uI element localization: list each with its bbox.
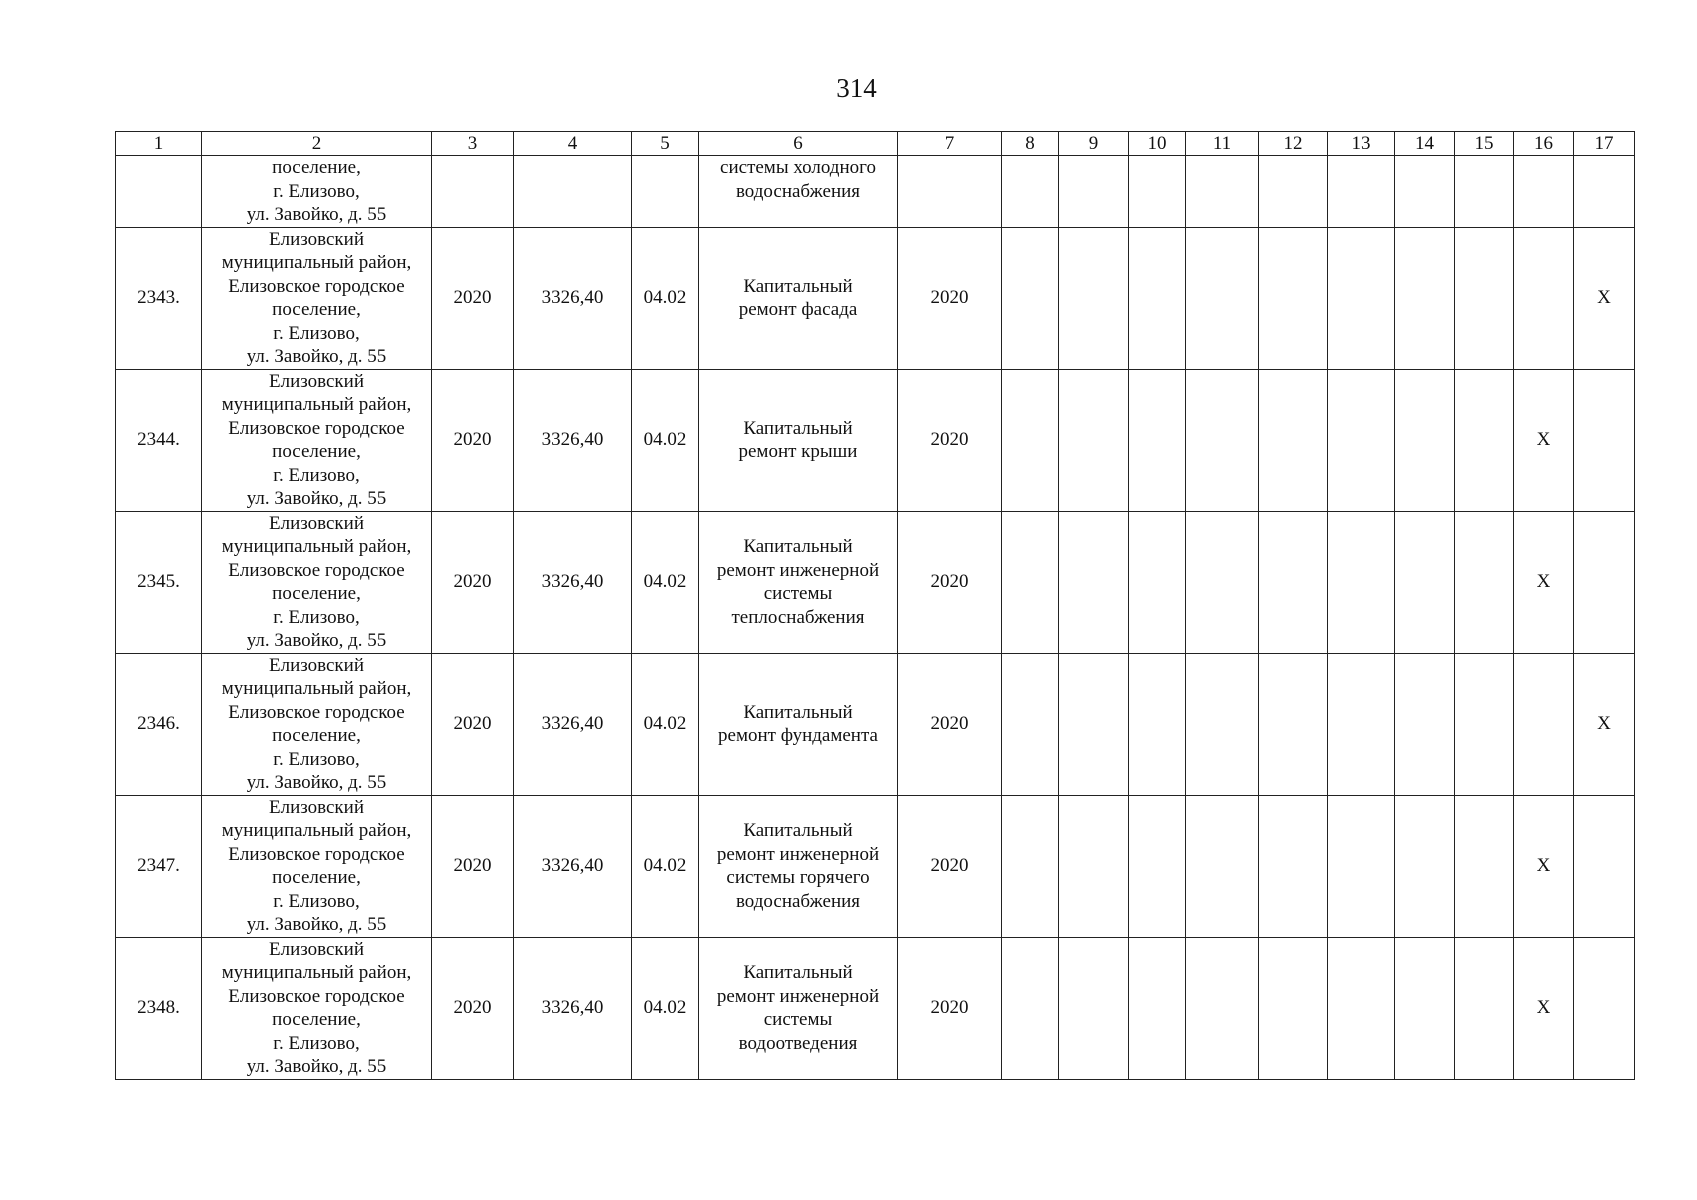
column-header-9: 9	[1059, 132, 1129, 156]
work-line: водоотведения	[738, 1032, 858, 1054]
cell-empty	[1129, 369, 1186, 511]
cell-empty	[1186, 653, 1259, 795]
cell-code: 04.02	[632, 369, 699, 511]
cell-plan-year: 2020	[898, 653, 1002, 795]
cell-address	[202, 227, 432, 369]
cell-plan-year: 2020	[898, 227, 1002, 369]
cell-empty	[1259, 227, 1328, 369]
cell-work-type	[699, 795, 898, 937]
cell-empty	[1002, 653, 1059, 795]
cell-col16: Х	[1514, 511, 1574, 653]
cell-code: 04.02	[632, 795, 699, 937]
address-line: г. Елизово,	[273, 606, 360, 628]
address-line: Елизовское городское	[228, 985, 405, 1007]
cell-empty	[1186, 369, 1259, 511]
cell-empty	[1186, 511, 1259, 653]
table-row	[116, 653, 1635, 795]
cell-empty	[1129, 937, 1186, 1079]
cell-col16: Х	[1514, 795, 1574, 937]
work-line: Капитальный	[743, 536, 853, 557]
cell-num: 2343.	[116, 227, 202, 369]
cell-area: 3326,40	[514, 937, 632, 1079]
cell-plan-year: 2020	[898, 511, 1002, 653]
address-line: Елизовское городское	[228, 417, 405, 439]
cell-code: 04.02	[632, 227, 699, 369]
cell-area	[514, 156, 632, 228]
cell-area: 3326,40	[514, 227, 632, 369]
address-line: поселение,	[272, 725, 361, 746]
cell-empty	[1259, 653, 1328, 795]
cell-num: 2348.	[116, 937, 202, 1079]
cell-empty	[1059, 511, 1129, 653]
work-line: водоснабжения	[735, 180, 861, 202]
work-line: системы горячего	[726, 867, 870, 888]
cell-area: 3326,40	[514, 653, 632, 795]
cell-empty	[1129, 653, 1186, 795]
cell-empty	[1395, 795, 1455, 937]
table-row	[116, 369, 1635, 511]
cell-year-built: 2020	[432, 795, 514, 937]
address-line: Елизовский	[268, 796, 364, 818]
address-line: ул. Завойко, д. 55	[246, 346, 387, 367]
table-row	[116, 511, 1635, 653]
cell-col17: Х	[1574, 227, 1635, 369]
cell-empty	[1129, 795, 1186, 937]
cell-code: 04.02	[632, 653, 699, 795]
cell-empty	[1395, 653, 1455, 795]
cell-plan-year	[898, 156, 1002, 228]
cell-empty	[1328, 511, 1395, 653]
cell-work-type	[699, 653, 898, 795]
column-header-11: 11	[1186, 132, 1259, 156]
cell-year-built: 2020	[432, 937, 514, 1079]
cell-empty	[1455, 227, 1514, 369]
address-line: поселение,	[272, 583, 361, 604]
address-line: Елизовский	[268, 228, 364, 250]
address-line: поселение,	[272, 1009, 361, 1030]
work-line: ремонт крыши	[738, 441, 858, 462]
cell-empty	[1059, 156, 1129, 228]
cell-col16	[1514, 227, 1574, 369]
cell-empty	[1455, 511, 1514, 653]
cell-col16: Х	[1514, 369, 1574, 511]
table-row	[116, 795, 1635, 937]
address-line: Елизовский	[268, 512, 364, 534]
cell-col16	[1514, 156, 1574, 228]
address-line: Елизовский	[268, 938, 364, 960]
cell-year-built: 2020	[432, 511, 514, 653]
cell-empty	[1059, 795, 1129, 937]
column-header-15: 15	[1455, 132, 1514, 156]
cell-empty	[1002, 369, 1059, 511]
cell-empty	[1328, 795, 1395, 937]
cell-empty	[1002, 156, 1059, 228]
column-header-1: 1	[116, 132, 202, 156]
address-line: поселение,	[272, 157, 361, 178]
address-line: поселение,	[272, 867, 361, 888]
work-line: Капитальный	[743, 962, 853, 983]
cell-year-built: 2020	[432, 227, 514, 369]
cell-address	[202, 937, 432, 1079]
cell-empty	[1259, 795, 1328, 937]
work-line: системы холодного	[720, 157, 876, 178]
work-line: ремонт инженерной	[716, 985, 880, 1007]
address-line: муниципальный район,	[221, 252, 412, 273]
cell-empty	[1455, 156, 1514, 228]
work-line: водоснабжения	[735, 890, 861, 912]
address-line: г. Елизово,	[273, 464, 360, 486]
cell-work-type	[699, 511, 898, 653]
cell-col17	[1574, 369, 1635, 511]
address-line: ул. Завойко, д. 55	[246, 204, 387, 225]
cell-address	[202, 156, 432, 228]
address-line: г. Елизово,	[273, 180, 360, 202]
cell-address	[202, 511, 432, 653]
cell-code	[632, 156, 699, 228]
work-line: ремонт фундамента	[718, 725, 878, 746]
column-header-4: 4	[514, 132, 632, 156]
address-line: ул. Завойко, д. 55	[246, 914, 387, 935]
cell-empty	[1395, 227, 1455, 369]
cell-num: 2347.	[116, 795, 202, 937]
cell-empty	[1059, 227, 1129, 369]
cell-col16	[1514, 653, 1574, 795]
cell-empty	[1002, 511, 1059, 653]
address-line: муниципальный район,	[221, 820, 412, 841]
address-line: Елизовское городское	[228, 701, 405, 723]
cell-col17	[1574, 937, 1635, 1079]
column-header-10: 10	[1129, 132, 1186, 156]
column-header-5: 5	[632, 132, 699, 156]
cell-empty	[1259, 156, 1328, 228]
work-line: системы	[763, 1009, 833, 1030]
cell-empty	[1395, 511, 1455, 653]
cell-year-built: 2020	[432, 369, 514, 511]
address-line: г. Елизово,	[273, 748, 360, 770]
address-line: г. Елизово,	[273, 890, 360, 912]
cell-plan-year: 2020	[898, 795, 1002, 937]
address-line: поселение,	[272, 299, 361, 320]
cell-col16: Х	[1514, 937, 1574, 1079]
column-header-6: 6	[699, 132, 898, 156]
address-line: муниципальный район,	[221, 678, 412, 699]
work-line: Капитальный	[743, 275, 853, 297]
address-line: г. Елизово,	[273, 322, 360, 344]
address-line: ул. Завойко, д. 55	[246, 630, 387, 651]
column-header-12: 12	[1259, 132, 1328, 156]
cell-empty	[1328, 369, 1395, 511]
cell-empty	[1328, 156, 1395, 228]
table-row	[116, 227, 1635, 369]
address-line: ул. Завойко, д. 55	[246, 772, 387, 793]
cell-empty	[1186, 937, 1259, 1079]
cell-col17	[1574, 511, 1635, 653]
cell-empty	[1129, 511, 1186, 653]
cell-empty	[1328, 937, 1395, 1079]
column-header-17: 17	[1574, 132, 1635, 156]
work-line: Капитальный	[743, 701, 853, 723]
cell-plan-year: 2020	[898, 937, 1002, 1079]
cell-empty	[1129, 156, 1186, 228]
cell-address	[202, 795, 432, 937]
column-header-16: 16	[1514, 132, 1574, 156]
cell-area: 3326,40	[514, 511, 632, 653]
address-line: поселение,	[272, 441, 361, 462]
cell-col17	[1574, 156, 1635, 228]
cell-col17: Х	[1574, 653, 1635, 795]
cell-empty	[1395, 369, 1455, 511]
cell-num: 2344.	[116, 369, 202, 511]
work-line: системы	[763, 583, 833, 604]
column-header-2: 2	[202, 132, 432, 156]
cell-empty	[1059, 653, 1129, 795]
work-line: теплоснабжения	[731, 606, 865, 628]
column-header-13: 13	[1328, 132, 1395, 156]
cell-area: 3326,40	[514, 369, 632, 511]
cell-num	[116, 156, 202, 228]
address-line: г. Елизово,	[273, 1032, 360, 1054]
address-line: муниципальный район,	[221, 394, 412, 415]
cell-num: 2345.	[116, 511, 202, 653]
cell-work-type	[699, 156, 898, 228]
work-line: Капитальный	[743, 417, 853, 439]
work-line: ремонт инженерной	[716, 843, 880, 865]
address-line: муниципальный район,	[221, 536, 412, 557]
cell-work-type	[699, 227, 898, 369]
capital-repair-table	[115, 131, 1635, 1080]
cell-plan-year: 2020	[898, 369, 1002, 511]
table-row	[116, 937, 1635, 1079]
cell-address	[202, 653, 432, 795]
cell-empty	[1259, 369, 1328, 511]
address-line: Елизовское городское	[228, 559, 405, 581]
cell-year-built: 2020	[432, 653, 514, 795]
column-number-row	[116, 132, 1635, 156]
cell-address	[202, 369, 432, 511]
cell-empty	[1455, 937, 1514, 1079]
cell-empty	[1455, 653, 1514, 795]
cell-empty	[1186, 227, 1259, 369]
cell-empty	[1059, 369, 1129, 511]
cell-empty	[1455, 795, 1514, 937]
cell-work-type	[699, 937, 898, 1079]
cell-area: 3326,40	[514, 795, 632, 937]
work-line: ремонт инженерной	[716, 559, 880, 581]
page-number: 314	[836, 73, 877, 103]
cell-empty	[1395, 156, 1455, 228]
column-header-8: 8	[1002, 132, 1059, 156]
address-line: Елизовское городское	[228, 843, 405, 865]
address-line: Елизовское городское	[228, 275, 405, 297]
cell-empty	[1002, 937, 1059, 1079]
cell-empty	[1328, 653, 1395, 795]
cell-empty	[1395, 937, 1455, 1079]
address-line: ул. Завойко, д. 55	[246, 1056, 387, 1077]
cell-col17	[1574, 795, 1635, 937]
work-line: Капитальный	[743, 820, 853, 841]
cell-num: 2346.	[116, 653, 202, 795]
cell-empty	[1259, 511, 1328, 653]
column-header-3: 3	[432, 132, 514, 156]
cell-empty	[1002, 795, 1059, 937]
address-line: Елизовский	[268, 654, 364, 676]
cell-empty	[1455, 369, 1514, 511]
cell-work-type	[699, 369, 898, 511]
column-header-7: 7	[898, 132, 1002, 156]
cell-empty	[1259, 937, 1328, 1079]
cell-empty	[1186, 156, 1259, 228]
column-header-14: 14	[1395, 132, 1455, 156]
cell-code: 04.02	[632, 937, 699, 1079]
continuation-row	[116, 156, 1635, 228]
address-line: ул. Завойко, д. 55	[246, 488, 387, 509]
address-line: муниципальный район,	[221, 962, 412, 983]
cell-empty	[1002, 227, 1059, 369]
cell-year-built	[432, 156, 514, 228]
cell-code: 04.02	[632, 511, 699, 653]
work-line: ремонт фасада	[738, 299, 858, 320]
cell-empty	[1059, 937, 1129, 1079]
address-line: Елизовский	[268, 370, 364, 392]
cell-empty	[1328, 227, 1395, 369]
cell-empty	[1129, 227, 1186, 369]
cell-empty	[1186, 795, 1259, 937]
